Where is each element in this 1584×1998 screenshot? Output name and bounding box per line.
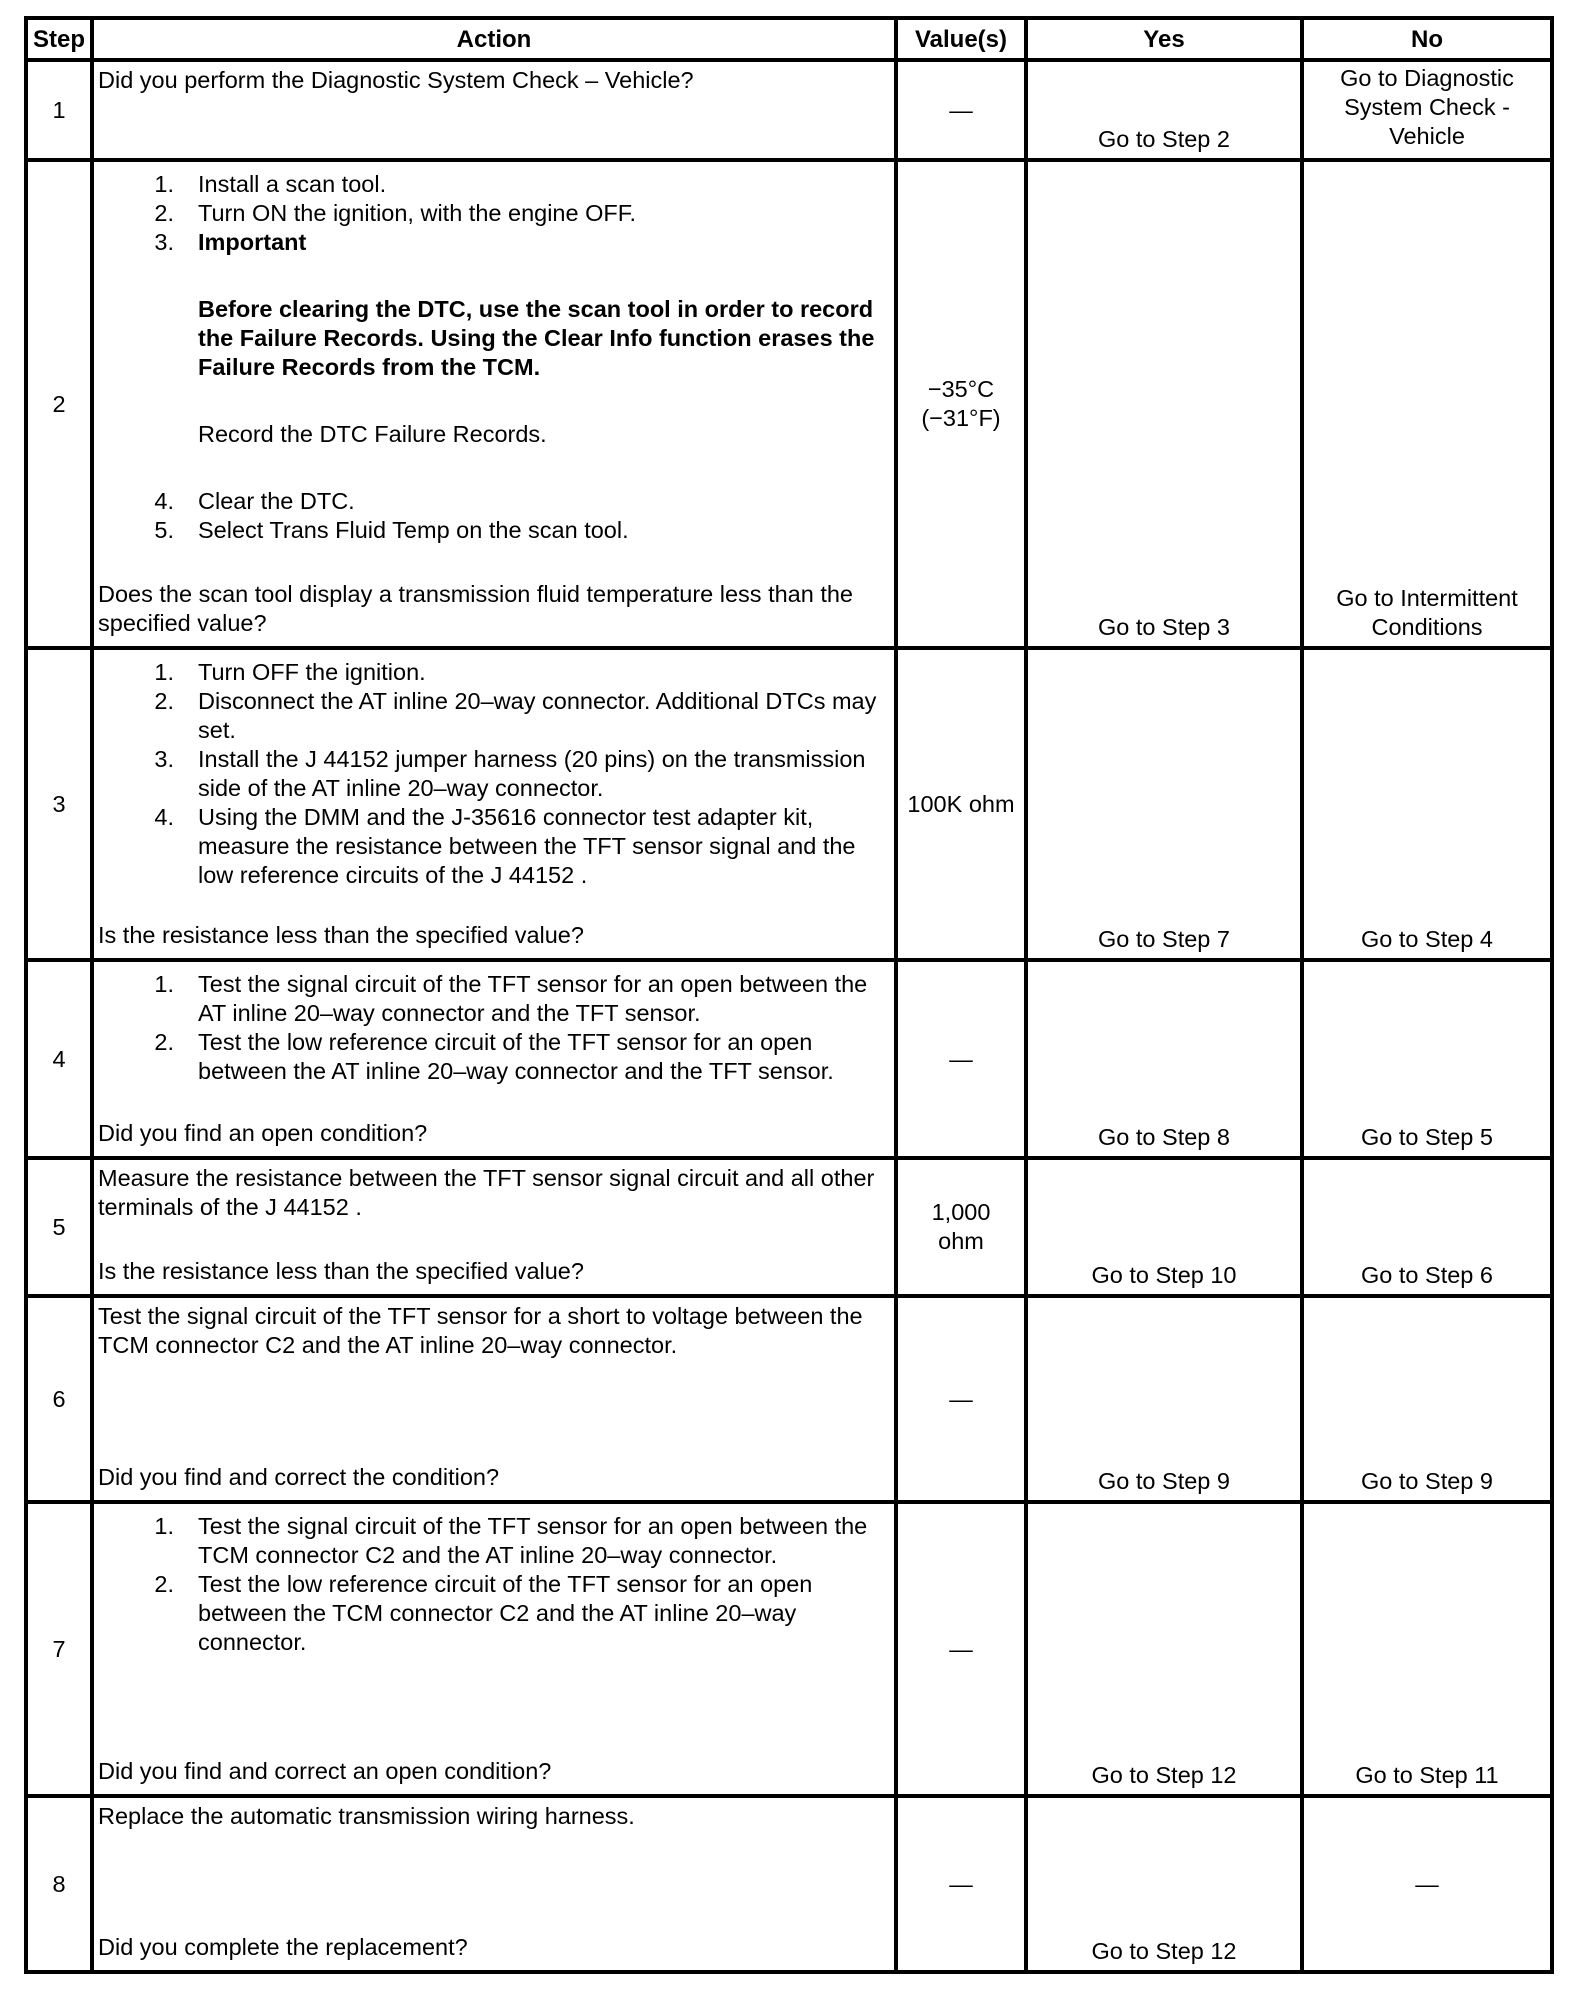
no-cell: Go to Step 6: [1302, 1158, 1552, 1296]
step-list: [98, 658, 890, 890]
item-number: 1.: [154, 659, 174, 685]
yes-cell: Go to Step 10: [1026, 1158, 1302, 1296]
yes-cell: Go to Step 3: [1026, 160, 1302, 648]
list-item: [98, 1028, 890, 1086]
table-row: [26, 1296, 1552, 1502]
yes-cell: Go to Step 12: [1026, 1502, 1302, 1796]
table-row: [26, 1158, 1552, 1296]
header-action: Action: [92, 18, 896, 60]
value-cell: [896, 160, 1026, 648]
value-text: 1,000 ohm: [931, 1199, 991, 1254]
question-text: Did you find and correct the condition?: [98, 1464, 500, 1490]
action-cell: [92, 1502, 896, 1796]
item-text: Install a scan tool.: [198, 171, 387, 197]
action-cell: [92, 648, 896, 960]
list-item: [98, 516, 890, 545]
table-row: [26, 160, 1552, 648]
header-yes: Yes: [1026, 18, 1302, 60]
step-list: [98, 970, 890, 1086]
important-label: Important: [198, 229, 307, 255]
item-number: 4.: [154, 488, 174, 514]
table-row: [26, 1502, 1552, 1796]
value-cell: —: [896, 60, 1026, 160]
no-cell: [1302, 160, 1552, 648]
value-cell: —: [896, 1296, 1026, 1502]
value-cell: 100K ohm: [896, 648, 1026, 960]
question-text: Is the resistance less than the specified value?: [98, 1258, 584, 1284]
record-instruction: Record the DTC Failure Records.: [198, 421, 547, 447]
list-item: [98, 487, 890, 516]
action-cell: [92, 160, 896, 648]
item-number: 2.: [154, 688, 174, 714]
action-cell: [92, 1796, 896, 1972]
item-text: Test the signal circuit of the TFT sensor for an open between the AT inline 20–way connector and the TFT sensor.: [198, 971, 868, 1026]
step-number: 8: [26, 1796, 92, 1972]
item-number: 5.: [154, 517, 174, 543]
list-item: [98, 1570, 890, 1657]
item-number: 1.: [154, 171, 174, 197]
step-number: 1: [26, 60, 92, 160]
header-no: No: [1302, 18, 1552, 60]
question-text: Did you complete the replacement?: [98, 1934, 468, 1960]
no-cell: —: [1302, 1796, 1552, 1972]
step-list: [98, 487, 890, 545]
item-number: 2.: [154, 1029, 174, 1055]
action-text: Did you perform the Diagnostic System Check – Vehicle?: [98, 67, 694, 93]
action-text: Measure the resistance between the TFT sensor signal circuit and all other terminals of the J 44152 .: [98, 1165, 881, 1220]
table-row: [26, 648, 1552, 960]
item-number: 3.: [154, 746, 174, 772]
important-note: Before clearing the DTC, use the scan tool in order to record the Failure Records. Using the Clear Info function erases the Failure Records from the TCM.: [198, 296, 875, 380]
no-cell: Go to Step 4: [1302, 648, 1552, 960]
step-number: 5: [26, 1158, 92, 1296]
list-item: [98, 803, 890, 890]
step-list: [98, 170, 890, 257]
list-item: [98, 658, 890, 687]
item-text: Disconnect the AT inline 20–way connector. Additional DTCs may set.: [198, 688, 877, 743]
no-cell: Go to Step 9: [1302, 1296, 1552, 1502]
item-text: Turn ON the ignition, with the engine OFF.: [198, 200, 637, 226]
action-cell: [92, 1158, 896, 1296]
step-number: 3: [26, 648, 92, 960]
list-item: [98, 228, 890, 257]
action-cell: [92, 960, 896, 1158]
item-text: Test the low reference circuit of the TFT sensor for an open between the AT inline 20–way connector and the TFT sensor.: [198, 1029, 834, 1084]
step-number: 2: [26, 160, 92, 648]
item-text: Turn OFF the ignition.: [198, 659, 426, 685]
yes-cell: Go to Step 2: [1026, 60, 1302, 160]
list-item: [98, 745, 890, 803]
item-text: Clear the DTC.: [198, 488, 355, 514]
header-values: Value(s): [896, 18, 1026, 60]
list-item: [98, 170, 890, 199]
table-row: [26, 960, 1552, 1158]
no-text: Go to Intermittent Conditions: [1336, 585, 1518, 640]
table-row: [26, 1796, 1552, 1972]
value-cell: —: [896, 1502, 1026, 1796]
question-text: Is the resistance less than the specified value?: [98, 922, 584, 948]
list-item: [98, 1512, 890, 1570]
no-cell: Go to Step 5: [1302, 960, 1552, 1158]
value-cell: —: [896, 960, 1026, 1158]
step-number: 4: [26, 960, 92, 1158]
value-cell: [896, 1158, 1026, 1296]
item-number: 2.: [154, 200, 174, 226]
action-cell: [92, 60, 896, 160]
question-text: Did you find and correct an open condition?: [98, 1758, 552, 1784]
value-text: −35°C (−31°F): [921, 376, 1001, 431]
item-number: 4.: [154, 804, 174, 830]
no-cell: Go to Step 11: [1302, 1502, 1552, 1796]
table-row: [26, 60, 1552, 160]
header-step: Step: [26, 18, 92, 60]
question-text: Does the scan tool display a transmission fluid temperature less than the specified value?: [98, 581, 854, 636]
step-number: 7: [26, 1502, 92, 1796]
step-list: [98, 1512, 890, 1657]
no-cell: [1302, 60, 1552, 160]
list-item: [98, 970, 890, 1028]
item-text: Select Trans Fluid Temp on the scan tool.: [198, 517, 629, 543]
action-cell: [92, 1296, 896, 1502]
item-number: 1.: [154, 971, 174, 997]
yes-cell: Go to Step 12: [1026, 1796, 1302, 1972]
yes-cell: Go to Step 7: [1026, 648, 1302, 960]
no-text: Go to Diagnostic System Check - Vehicle: [1340, 65, 1514, 149]
yes-cell: Go to Step 8: [1026, 960, 1302, 1158]
item-text: Install the J 44152 jumper harness (20 pins) on the transmission side of the AT inline 20–way connector.: [198, 746, 866, 801]
question-text: Did you find an open condition?: [98, 1120, 428, 1146]
item-number: 3.: [154, 229, 174, 255]
list-item: [98, 199, 890, 228]
item-text: Using the DMM and the J-35616 connector test adapter kit, measure the resistance between the TFT sensor signal and the low reference circuits of the J 44152 .: [198, 804, 856, 888]
action-text: Test the signal circuit of the TFT sensor for a short to voltage between the TCM connector C2 and the AT inline 20–way connector.: [98, 1303, 869, 1358]
item-text: Test the signal circuit of the TFT sensor for an open between the TCM connector C2 and the AT inline 20–way connector.: [198, 1513, 868, 1568]
item-number: 1.: [154, 1513, 174, 1539]
item-number: 2.: [154, 1571, 174, 1597]
header-row: [26, 18, 1552, 60]
step-number: 6: [26, 1296, 92, 1502]
diagnostic-table: [24, 16, 1554, 1974]
list-item: [98, 687, 890, 745]
item-text: Test the low reference circuit of the TFT sensor for an open between the TCM connector C2 and the AT inline 20–way connector.: [198, 1571, 813, 1655]
value-cell: —: [896, 1796, 1026, 1972]
yes-cell: Go to Step 9: [1026, 1296, 1302, 1502]
action-text: Replace the automatic transmission wiring harness.: [98, 1803, 635, 1829]
